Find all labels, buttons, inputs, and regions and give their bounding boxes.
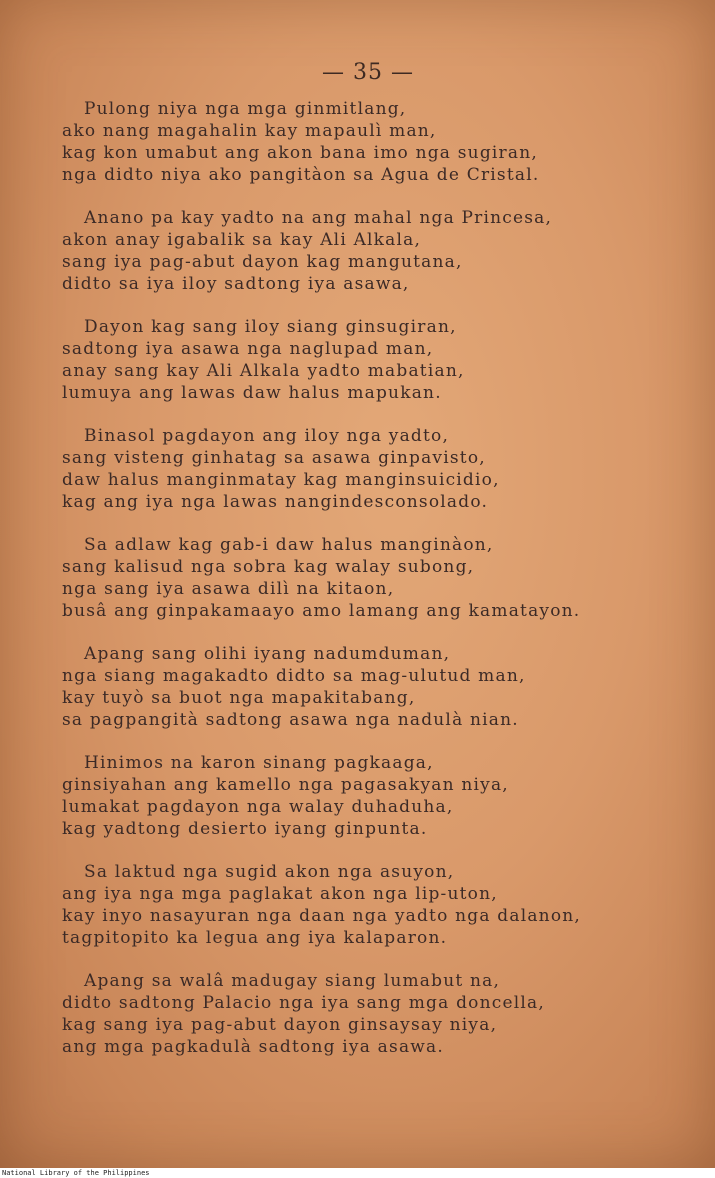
stanza	[62, 207, 702, 295]
poem-line: anay sang kay Ali Alkala yadto mabatian,	[62, 361, 465, 381]
poem-line: Binasol pagdayon ang iloy nga yadto,	[84, 426, 450, 446]
poem-line: Sa adlaw kag gab-i daw halus manginàon,	[84, 535, 494, 555]
poem-line: sadtong iya asawa nga naglupad man,	[62, 339, 434, 359]
stanza	[62, 534, 702, 622]
stanza	[62, 752, 702, 840]
poem-line: kag kon umabut ang akon bana imo nga sugiran,	[62, 143, 538, 163]
library-credit: National Library of the Philippines	[2, 1169, 150, 1177]
poem-line: ang mga pagkadulà sadtong iya asawa.	[62, 1037, 444, 1057]
poem-line: ginsiyahan ang kamello nga pagasakyan niya,	[62, 775, 509, 795]
poem-line: sang iya pag-abut dayon kag mangutana,	[62, 252, 463, 272]
poem-line: nga sang iya asawa dilì na kitaon,	[62, 579, 395, 599]
poem-line: akon anay igabalik sa kay Ali Alkala,	[62, 230, 422, 250]
poem-line: nga didto niya ako pangitàon sa Agua de Cristal.	[62, 165, 540, 185]
poem-line: didto sadtong Palacio nga iya sang mga doncella,	[62, 993, 545, 1013]
poem-line: ang iya nga mga paglakat akon nga lip-uton,	[62, 884, 498, 904]
poem-line: busâ ang ginpakamaayo amo lamang ang kamatayon.	[62, 601, 581, 621]
stanza	[62, 425, 702, 513]
poem-line: sang visteng ginhatag sa asawa ginpavisto,	[62, 448, 486, 468]
poem-line: lumuya ang lawas daw halus mapukan.	[62, 383, 442, 403]
poem-line: kag yadtong desierto iyang ginpunta.	[62, 819, 428, 839]
poem-line: Apang sang olihi iyang nadumduman,	[84, 644, 451, 664]
stanza	[62, 861, 702, 949]
poem-line: kay inyo nasayuran nga daan nga yadto nga dalanon,	[62, 906, 582, 926]
poem-line: nga siang magakadto didto sa mag-ulutud man,	[62, 666, 526, 686]
poem-line: kag sang iya pag-abut dayon ginsaysay niya,	[62, 1015, 498, 1035]
poem-line: Hinimos na karon sinang pagkaaga,	[84, 753, 434, 773]
poem-line: Sa laktud nga sugid akon nga asuyon,	[84, 862, 455, 882]
poem-line: tagpitopito ka legua ang iya kalaparon.	[62, 928, 448, 948]
poem-line: lumakat pagdayon nga walay duhaduha,	[62, 797, 454, 817]
poem-line: Apang sa walâ madugay siang lumabut na,	[84, 971, 501, 991]
poem-body	[62, 98, 702, 1079]
poem-line: Pulong niya nga mga ginmitlang,	[84, 99, 407, 119]
poem-line: kag ang iya nga lawas nangindesconsolado.	[62, 492, 489, 512]
poem-line: Anano pa kay yadto na ang mahal nga Princesa,	[84, 208, 553, 228]
poem-line: didto sa iya iloy sadtong iya asawa,	[62, 274, 410, 294]
stanza	[62, 98, 702, 186]
poem-line: daw halus manginmatay kag manginsuicidio,	[62, 470, 500, 490]
poem-line: ako nang magahalin kay mapaulì man,	[62, 121, 437, 141]
poem-line: sang kalisud nga sobra kag walay subong,	[62, 557, 475, 577]
poem-line: kay tuyò sa buot nga mapakitabang,	[62, 688, 416, 708]
stanza	[62, 316, 702, 404]
poem-line: Dayon kag sang iloy siang ginsugiran,	[84, 317, 457, 337]
poem-line: sa pagpangità sadtong asawa nga nadulà nian.	[62, 710, 519, 730]
stanza	[62, 970, 702, 1058]
page-number: — 35 —	[322, 60, 414, 85]
stanza	[62, 643, 702, 731]
